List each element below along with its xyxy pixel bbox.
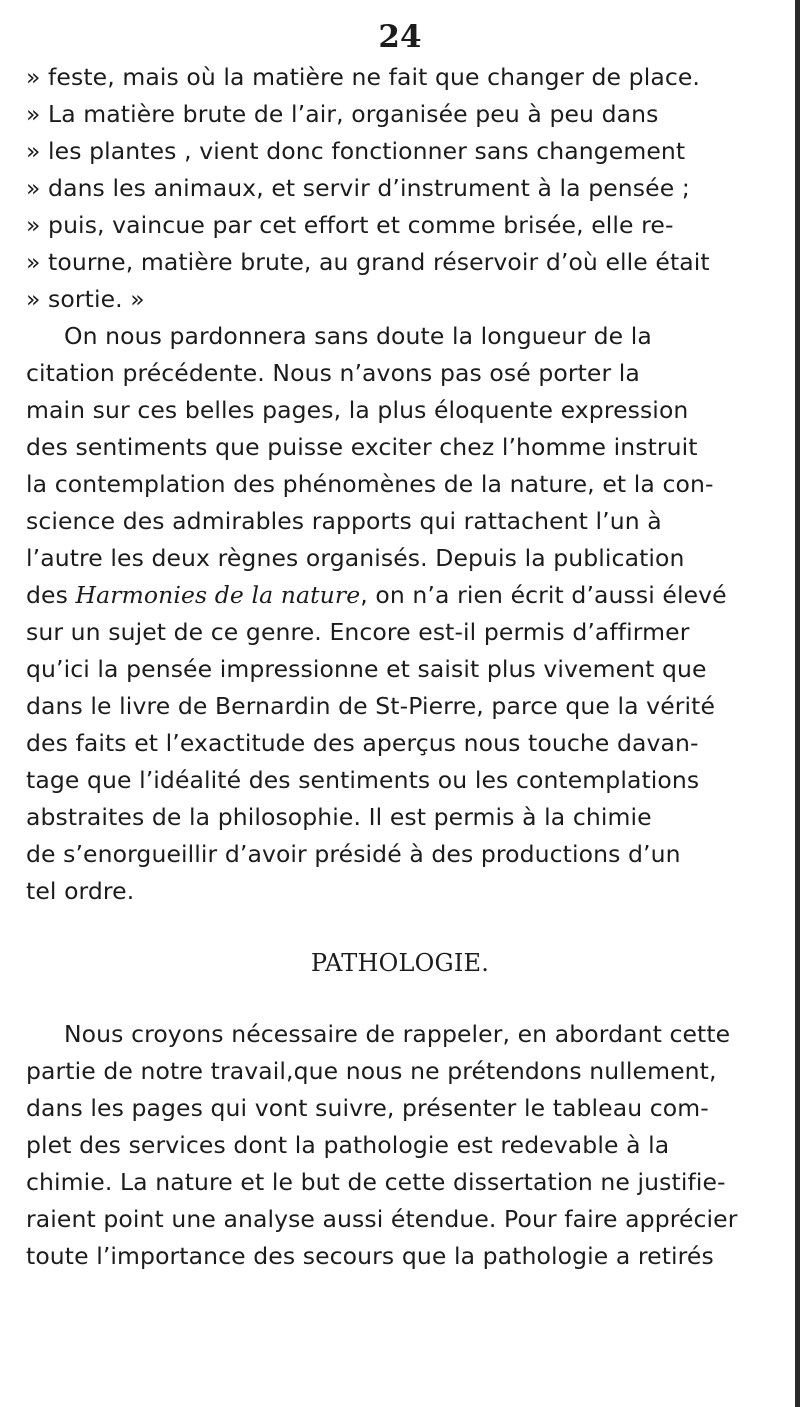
text-line: plet des services dont la pathologie est redevable à la [26, 1131, 670, 1159]
text-line: » feste, mais où la matière ne fait que changer de place. [26, 63, 700, 91]
text-line: On nous pardonnera sans doute la longueur de la [64, 322, 652, 350]
text-line: » puis, vaincue par cet effort et comme brisée, elle re- [26, 211, 674, 239]
page-edge-shadow [795, 0, 800, 1407]
text-line: la contemplation des phénomènes de la nature, et la con- [26, 470, 714, 498]
page-number: 24 [378, 19, 422, 55]
text-line: » tourne, matière brute, au grand réservoir d’où elle était [26, 248, 710, 276]
text-segment: , on n’a rien écrit d’aussi élevé [360, 581, 727, 609]
text-line: » La matière brute de l’air, organisée peu à peu dans [26, 100, 659, 128]
book-title-italic: Harmonies de la nature [75, 581, 361, 609]
text-line: » les plantes , vient donc fonctionner sans changement [26, 137, 686, 165]
text-line: sur un sujet de ce genre. Encore est-il permis d’affirmer [26, 618, 690, 646]
text-line: citation précédente. Nous n’avons pas osé porter la [26, 359, 640, 387]
text-line: chimie. La nature et le but de cette dissertation ne justifie- [26, 1168, 726, 1196]
text-line: tage que l’idéalité des sentiments ou les contemplations [26, 766, 700, 794]
text-line-with-title [26, 580, 727, 610]
text-line: » dans les animaux, et servir d’instrument à la pensée ; [26, 174, 690, 202]
text-line: l’autre les deux règnes organisés. Depuis la publication [26, 544, 685, 572]
text-line: main sur ces belles pages, la plus éloquente expression [26, 396, 689, 424]
text-line: partie de notre travail,que nous ne prétendons nullement, [26, 1057, 717, 1085]
text-segment: des [26, 581, 76, 609]
section-heading: PATHOLOGIE. [310, 949, 490, 977]
text-line: tel ordre. [26, 877, 135, 905]
text-line: raient point une analyse aussi étendue. Pour faire apprécier [26, 1205, 738, 1233]
text-line: » sortie. » [26, 285, 145, 313]
text-line: toute l’importance des secours que la pathologie a retirés [26, 1242, 714, 1270]
text-line: de s’enorgueillir d’avoir présidé à des productions d’un [26, 840, 681, 868]
text-line: dans le livre de Bernardin de St-Pierre, parce que la vérité [26, 692, 716, 720]
text-line: science des admirables rapports qui rattachent l’un à [26, 507, 662, 535]
text-line: des faits et l’exactitude des aperçus nous touche davan- [26, 729, 699, 757]
text-line: qu’ici la pensée impressionne et saisit plus vivement que [26, 655, 707, 683]
text-line: abstraites de la philosophie. Il est permis à la chimie [26, 803, 652, 831]
text-line: Nous croyons nécessaire de rappeler, en abordant cette [64, 1020, 731, 1048]
text-line: dans les pages qui vont suivre, présenter le tableau com- [26, 1094, 709, 1122]
text-line: des sentiments que puisse exciter chez l’homme instruit [26, 433, 698, 461]
